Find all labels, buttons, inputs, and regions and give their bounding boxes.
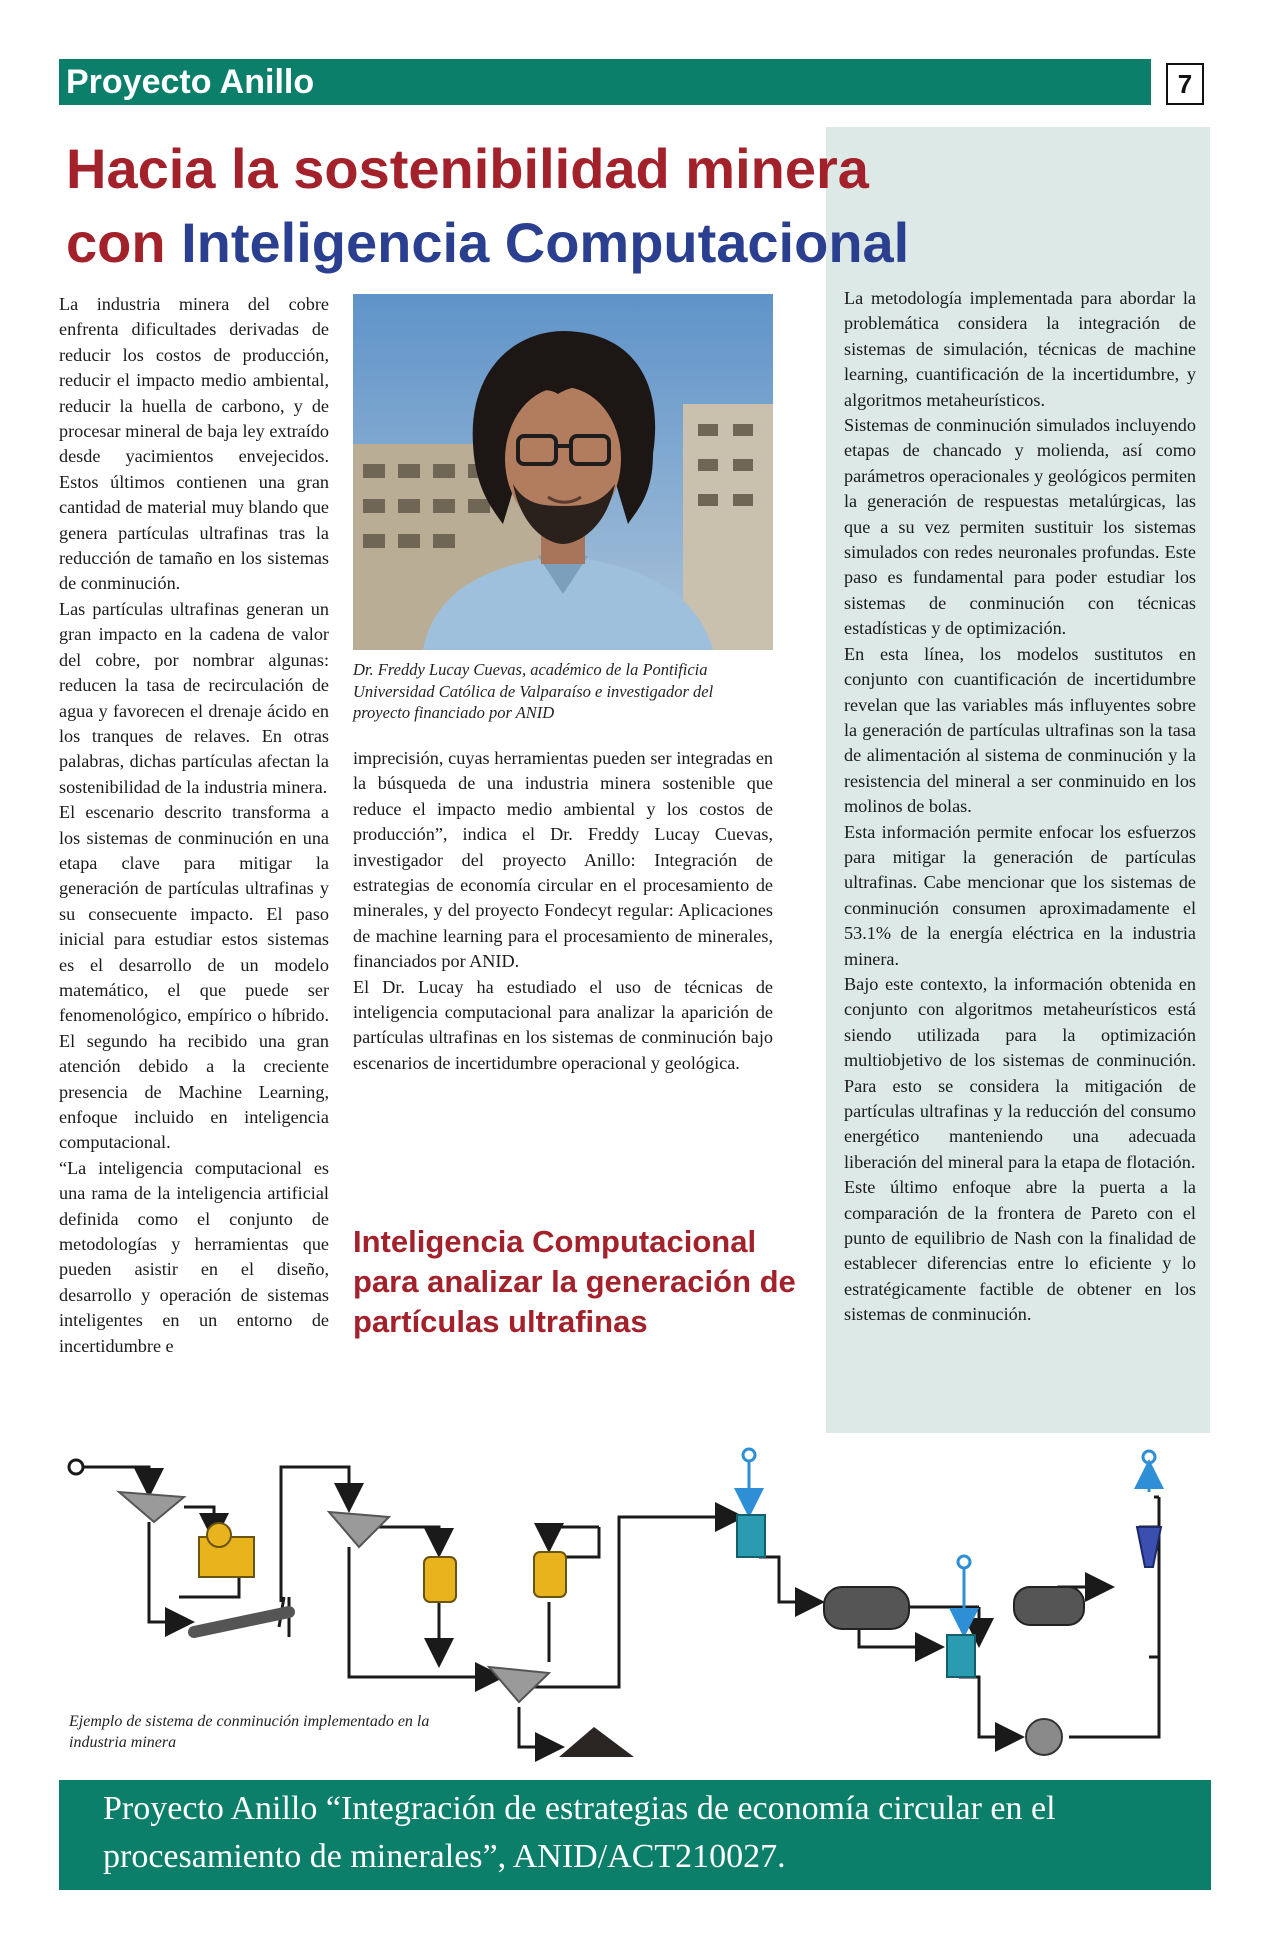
diagram-caption: Ejemplo de sistema de conminución implementado en la industria minera [69, 1713, 430, 1751]
ball-mill-icon [1014, 1587, 1084, 1625]
screen-icon [489, 1667, 549, 1702]
right-paragraph: La metodología implementada para abordar la problemática considera la integración de sistemas de simulación, técnicas de machine learning, cuantificación de la incertidumbre, y algoritmos metaheurísticos. [844, 288, 1196, 410]
feed-node [69, 1460, 83, 1474]
left-paragraph: Las partículas ultrafinas generan un gran impacto en la cadena de valor del cobre, por nombrar algunas: reducen la tasa de recirculación de agua y favorecen el drenaje ácido en los tranques de relaves. En otras palabras, dichas partículas afectan la sostenibilidad de la industria minera. [59, 598, 329, 797]
screen-icon [329, 1512, 389, 1547]
headline-line2-prefix: con [66, 211, 182, 274]
page-number: 7 [1166, 63, 1204, 105]
right-paragraph: Este último enfoque abre la puerta a la comparación de la frontera de Pareto con el punto de equilibrio de Nash con la finalidad de establecer diferencias entre lo eficiente y lo estratégicamente factible de obtener en los sistemas de conminución. [844, 1177, 1196, 1325]
middle-column [353, 746, 773, 1076]
left-column [59, 292, 329, 1420]
cone-crusher-icon [534, 1552, 566, 1597]
middle-paragraph: El Dr. Lucay ha estudiado el uso de técnicas de inteligencia computacional para analizar la aparición de partículas ultrafinas en los sistemas de conminución bajo escenarios de incertidumbre operacional y geológica. [353, 976, 773, 1073]
jaw-crusher-icon [199, 1523, 254, 1577]
conveyor-icon [194, 1612, 289, 1632]
portrait-photo [353, 294, 773, 650]
middle-paragraph: imprecisión, cuyas herramientas pueden ser integradas en la búsqueda de una industria minera sostenible que reduce el impacto medio ambiental y los costos de producción”, indica el Dr. Freddy Lucay Cuevas, investigador del proyecto Anillo: Integración de estrategias de economía circular en el procesamiento de minerales, y del proyecto Fondecyt regular: Aplicaciones de machine learning para el procesamiento de minerales, financiados por ANID. [353, 748, 773, 972]
right-paragraph: Esta información permite enfocar los esfuerzos para mitigar la generación de partículas ultrafinas. Cabe mencionar que los sistemas de conminución consumen aproximadamente el 53.1% de la energía eléctrica en la industria minera. [844, 821, 1196, 969]
headline-line1: Hacia la sostenibilidad minera [66, 137, 869, 200]
left-paragraph: “La inteligencia computacional es una rama de la inteligencia artificial definida como el conjunto de metodologías y herramientas que pueden asistir en el diseño, desarrollo y operación de sistemas inteligentes en un entorno de incertidumbre e [59, 1157, 329, 1356]
right-paragraph: Sistemas de conminución simulados incluyendo etapas de chancado y molienda, así como parámetros operacionales y geológicos permiten la generación de respuestas metalúrgicas, las que a su vez permiten sustituir los sistemas simulados con redes neuronales profundas. Este paso es fundamental para poder estudiar los sistemas de conminución con técnicas estadísticas y de optimización. [844, 415, 1196, 639]
pump-icon [1026, 1719, 1062, 1755]
sump-icon [947, 1635, 975, 1677]
headline-line2-highlight: Inteligencia Computacional [181, 211, 910, 274]
cone-crusher-icon [424, 1557, 456, 1602]
right-paragraph: En esta línea, los modelos sustitutos en conjunto con cuantificación de incertidumbre revelan que las variables más influyentes sobre la generación de partículas ultrafinas son la tasa de alimentación al sistema de conminución y la resistencia del mineral a ser conminuido en los molinos de bolas. [844, 643, 1196, 817]
photo-caption: Dr. Freddy Lucay Cuevas, académico de la Pontificia Universidad Católica de Valparaíso e investigador del proyecto financiado por ANID [353, 660, 714, 722]
left-paragraph: El escenario descrito transforma a los sistemas de conminución en una etapa clave para mitigar la generación de partículas ultrafinas y su consecuente impacto. El paso inicial para estudiar estos sistemas es el desarrollo de un modelo matemático, el que puede ser fenomenológico, empírico o híbrido. El segundo ha recibido una gran atención debido a la creciente presencia de Machine Learning, enfoque incluido en inteligencia computacional. [59, 802, 329, 1153]
right-paragraph: Bajo este contexto, la información obtenida en conjunto con algoritmos metaheurísticos está siendo utilizada para la optimización multiobjetivo de los sistemas de conminución. Para esto se considera la mitigación de partículas ultrafinas y la reducción del consumo energético manteniendo una adecuada liberación del mineral para la etapa de flotación. [844, 973, 1196, 1172]
footer-text: Proyecto Anillo “Integración de estrategias de economía circular en el procesamiento de minerales”, ANID/ACT210027. [103, 1790, 1056, 1875]
right-column [844, 286, 1196, 1328]
stockpile-icon [559, 1727, 634, 1757]
portrait-illustration [353, 294, 773, 650]
hydrocyclone-icon [1137, 1527, 1161, 1567]
sump-icon [737, 1515, 765, 1557]
section-title: Proyecto Anillo [66, 63, 315, 101]
article-headline [66, 132, 909, 280]
left-paragraph: La industria minera del cobre enfrenta dificultades derivadas de reducir los costos de producción, reducir el impacto medio ambiental, reducir la huella de carbono, y de procesar mineral de baja ley extraído desde yacimientos envejecidos. Estos últimos contienen una gran cantidad de material muy blando que genera partículas ultrafinas tras la reducción de tamaño en los sistemas de conminución. [59, 294, 329, 594]
screen-icon [119, 1492, 184, 1522]
section-subheading: Inteligencia Computacional para analizar la generación de partículas ultrafinas [353, 1224, 796, 1339]
ball-mill-icon [824, 1587, 909, 1629]
